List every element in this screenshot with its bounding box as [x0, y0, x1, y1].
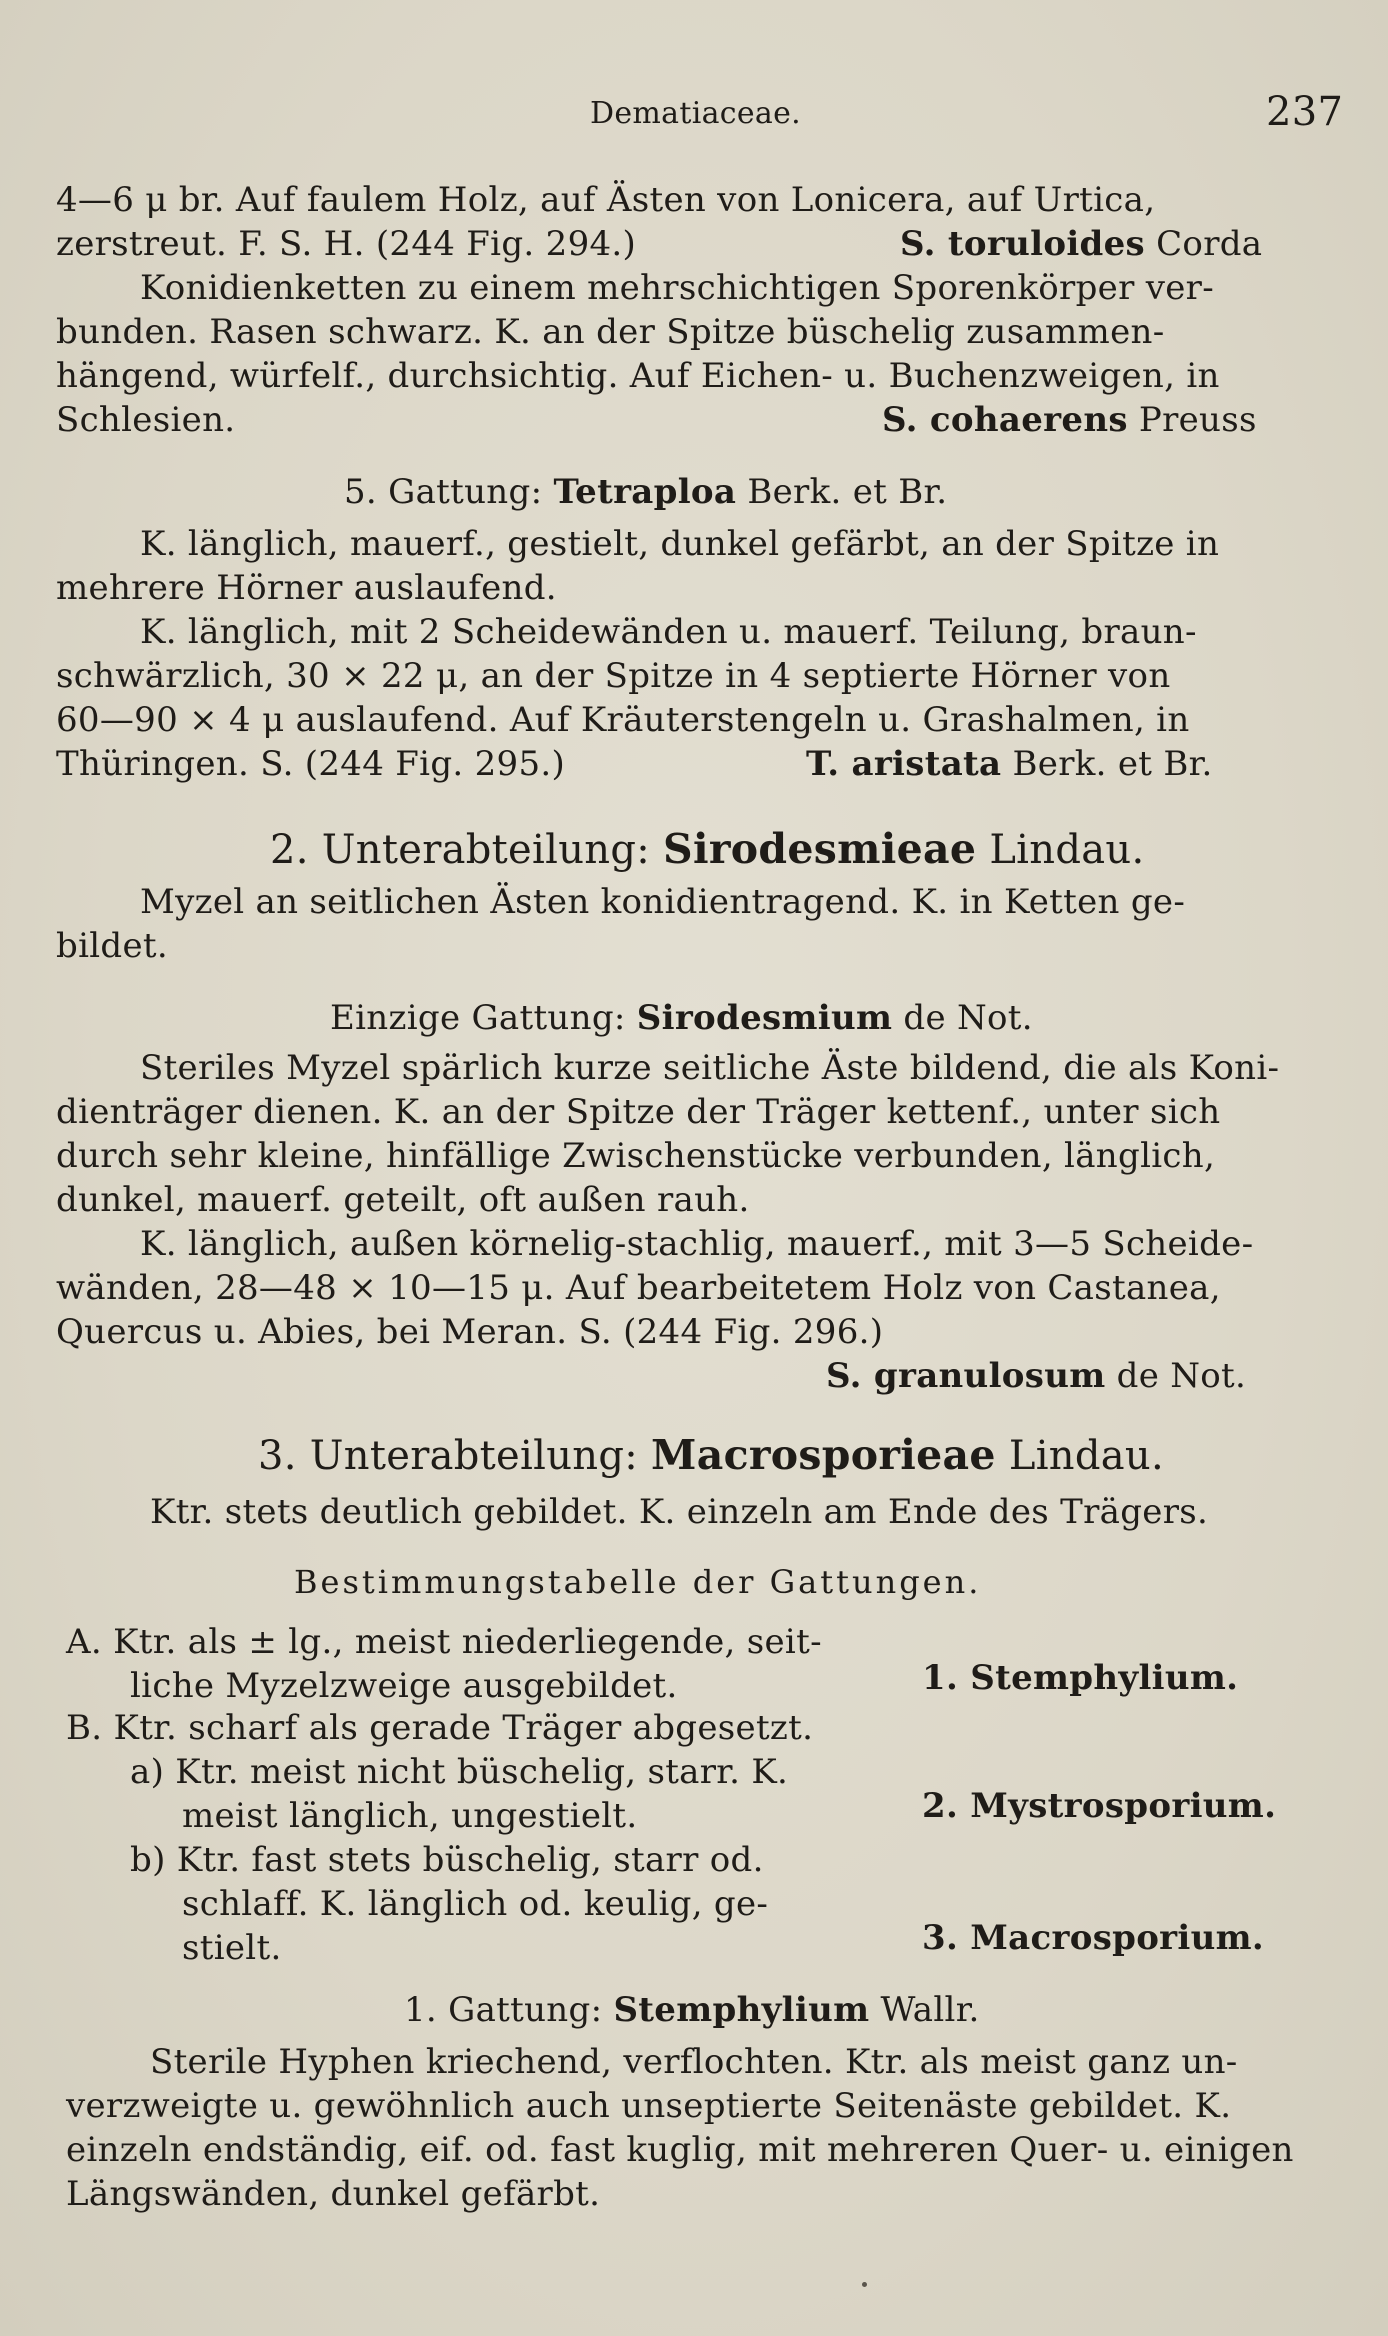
text-line-content: schwärzlich, 30 × 22 μ, an der Spitze in 4 septierte Hörner von	[56, 656, 1171, 696]
subdivision-author: Lindau.	[1008, 1433, 1164, 1479]
species-author: Corda	[1156, 224, 1263, 264]
text-line	[56, 654, 1336, 698]
genus-heading	[404, 1988, 980, 2032]
key-row	[66, 1706, 813, 1750]
key-row-text: B. Ktr. scharf als gerade Träger abgesetzt.	[66, 1708, 814, 1748]
text-line	[140, 610, 1336, 654]
subdivision-name: Macrosporieae	[651, 1431, 996, 1479]
text-line	[56, 1266, 1336, 1310]
text-line	[140, 266, 1336, 310]
text-line-content: hängend, würfelf., durchsichtig. Auf Eichen- u. Buchenzweigen, in	[56, 356, 1220, 396]
key-row-result: 3. Macrosporium.	[922, 1918, 1265, 1958]
species-epithet: S. cohaerens	[882, 400, 1128, 440]
text-line-content: Thüringen. S. (244 Fig. 295.)	[56, 744, 566, 784]
text-line-content: verzweigte u. gewöhnlich auch unseptierte Seitenäste gebildet. K.	[66, 2086, 1232, 2126]
key-row	[182, 1794, 638, 1838]
species-epithet: S. granulosum	[826, 1356, 1106, 1396]
text-line	[66, 2084, 1336, 2128]
species-author: Berk. et Br.	[1012, 744, 1213, 784]
key-row	[182, 1926, 282, 1970]
species-name	[806, 742, 1213, 786]
species-author: de Not.	[1116, 1356, 1247, 1396]
text-line-content: Konidienketten zu einem mehrschichtigen Sporenkörper ver-	[140, 268, 1215, 308]
text-line	[56, 1178, 750, 1222]
key-row	[182, 1882, 768, 1926]
genus-name: Sirodesmium	[636, 998, 893, 1038]
text-line-content: Ktr. stets deutlich gebildet. K. einzeln am Ende des Trägers.	[150, 1492, 1209, 1532]
subdivision-heading	[258, 1430, 1164, 1481]
key-row	[130, 1664, 678, 1708]
key-row-text: b) Ktr. fast stets büschelig, starr od.	[130, 1840, 764, 1880]
text-line-content: Schlesien.	[56, 400, 236, 440]
key-row	[130, 1838, 764, 1882]
text-line	[56, 354, 1336, 398]
text-line	[66, 2172, 600, 2216]
text-line-content: Quercus u. Abies, bei Meran. S. (244 Fig. 296.)	[56, 1312, 884, 1352]
text-line	[56, 924, 168, 968]
text-line	[66, 2128, 1336, 2172]
text-line	[140, 1222, 1336, 1266]
text-line-content: 4—6 μ br. Auf faulem Holz, auf Ästen von Lonicera, auf Urtica,	[56, 180, 1156, 220]
species-epithet: T. aristata	[806, 744, 1002, 784]
species-epithet: S. toruloides	[900, 224, 1145, 264]
subdivision-label: 2. Unterabteilung:	[270, 827, 651, 873]
text-line-content: K. länglich, mauerf., gestielt, dunkel gefärbt, an der Spitze in	[140, 524, 1220, 564]
genus-heading	[330, 996, 1033, 1040]
text-line-content: zerstreut. F. S. H. (244 Fig. 294.)	[56, 224, 637, 264]
genus-heading-label: Einzige Gattung:	[330, 998, 626, 1038]
species-name	[882, 398, 1257, 442]
text-line-content: bunden. Rasen schwarz. K. an der Spitze büschelig zusammen-	[56, 312, 1165, 352]
text-line	[140, 880, 1336, 924]
text-line	[56, 398, 235, 442]
text-line	[56, 1134, 1336, 1178]
key-row-text: meist länglich, ungestielt.	[182, 1796, 638, 1836]
key-row	[130, 1750, 788, 1794]
genus-name: Stemphylium	[613, 1990, 870, 2030]
subdivision-label: 3. Unterabteilung:	[258, 1433, 639, 1479]
genus-author: Wallr.	[880, 1990, 980, 2030]
text-line	[150, 1490, 1336, 1534]
subdivision-heading	[270, 824, 1144, 875]
print-speck	[862, 2282, 867, 2287]
genus-author: Berk. et Br.	[747, 472, 948, 512]
text-line	[56, 566, 557, 610]
running-title: Dematiaceae.	[590, 96, 802, 131]
text-line	[56, 1310, 883, 1354]
genus-name: Tetraploa	[553, 472, 737, 512]
text-line	[150, 2040, 1336, 2084]
key-row-text: liche Myzelzweige ausgebildet.	[130, 1666, 678, 1706]
genus-author: de Not.	[903, 998, 1033, 1038]
key-row-text: A. Ktr. als ± lg., meist niederliegende, seit-	[66, 1622, 822, 1662]
text-line-content: wänden, 28—48 × 10—15 μ. Auf bearbeitetem Holz von Castanea,	[56, 1268, 1221, 1308]
text-line-content: Steriles Myzel spärlich kurze seitliche Äste bildend, die als Koni-	[140, 1048, 1280, 1088]
text-line-content: 60—90 × 4 μ auslaufend. Auf Kräuterstengeln u. Grashalmen, in	[56, 700, 1190, 740]
key-table-title: Bestimmungstabelle der Gattungen.	[294, 1563, 982, 1601]
text-line-content: Sterile Hyphen kriechend, verflochten. Ktr. als meist ganz un-	[150, 2042, 1238, 2082]
genus-heading-label: 5. Gattung:	[344, 472, 543, 512]
subdivision-name: Sirodesmieae	[663, 825, 977, 873]
text-line	[140, 522, 1336, 566]
subdivision-author: Lindau.	[989, 827, 1145, 873]
key-row-text: schlaff. K. länglich od. keulig, ge-	[182, 1884, 769, 1924]
text-line-content: bildet.	[56, 926, 168, 966]
text-line	[56, 310, 1336, 354]
page-number: 237	[1266, 89, 1344, 135]
text-line	[56, 178, 1336, 222]
key-row-text: a) Ktr. meist nicht büschelig, starr. K.	[130, 1752, 789, 1792]
key-row-result: 1. Stemphylium.	[922, 1658, 1239, 1698]
genus-heading	[344, 470, 947, 514]
species-author: Preuss	[1138, 400, 1257, 440]
text-line	[56, 742, 565, 786]
key-row-result: 2. Mystrosporium.	[922, 1786, 1277, 1826]
text-line	[56, 698, 1336, 742]
text-line-content: Längswänden, dunkel gefärbt.	[66, 2174, 601, 2214]
species-name	[826, 1354, 1246, 1398]
genus-heading-label: 1. Gattung:	[404, 1990, 603, 2030]
text-line-content: K. länglich, mit 2 Scheidewänden u. mauerf. Teilung, braun-	[140, 612, 1197, 652]
text-line-content: einzeln endständig, eif. od. fast kuglig, mit mehreren Quer- u. einigen	[66, 2130, 1294, 2170]
text-line-content: dienträger dienen. K. an der Spitze der Träger kettenf., unter sich	[56, 1092, 1221, 1132]
text-line-content: Myzel an seitlichen Ästen konidientragend. K. in Ketten ge-	[140, 882, 1186, 922]
text-line	[140, 1046, 1336, 1090]
text-line-content: dunkel, mauerf. geteilt, oft außen rauh.	[56, 1180, 750, 1220]
species-name	[900, 222, 1262, 266]
text-line-content: mehrere Hörner auslaufend.	[56, 568, 557, 608]
text-line	[56, 1090, 1336, 1134]
text-line	[56, 222, 636, 266]
key-row	[66, 1620, 822, 1664]
text-line-content: K. länglich, außen körnelig-stachlig, mauerf., mit 3—5 Scheide-	[140, 1224, 1254, 1264]
key-row-text: stielt.	[182, 1928, 282, 1968]
text-line-content: durch sehr kleine, hinfällige Zwischenstücke verbunden, länglich,	[56, 1136, 1216, 1176]
